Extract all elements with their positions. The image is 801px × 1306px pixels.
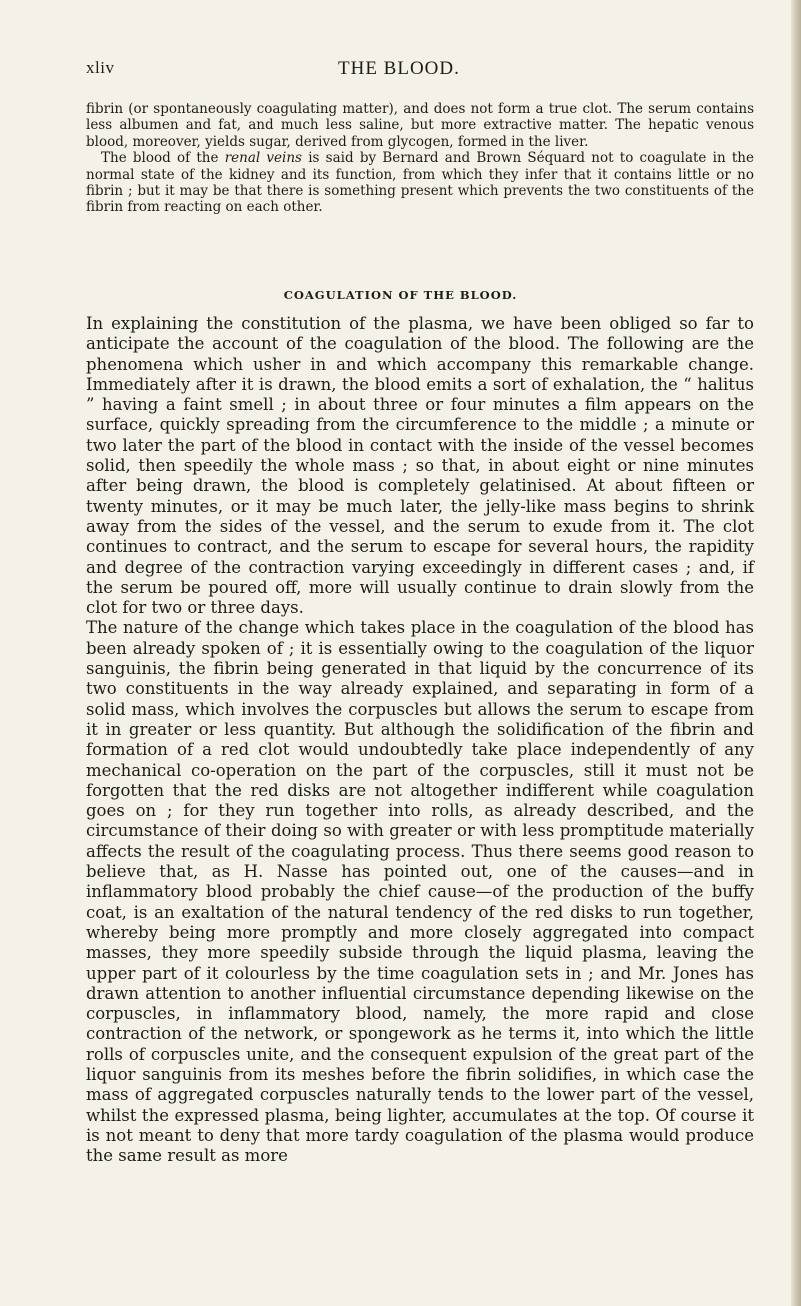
- section-paragraph-2: The nature of the change which takes place in the coagulation of the blood has been already spoken of ; it is essentially owing to the coagulation of the liquor sanguinis, the fibrin being generated in that liquid by the concurrence of its two constituents in the way already explained, and separating in form of a solid mass, which involves the corpuscles but allows the serum to escape from it in greater or less quantity. But although the solidification of the fibrin and formation of a red clot would undoubtedly take place independently of any mechanical co-operation on the part of the corpuscles, still it must not be forgotten that the red disks are not altogether indifferent while coagulation goes on ; for they run together into rolls, as already described, and the circumstance of their doing so with greater or with less promptitude materially affects the result of the coagulating process. Thus there seems good reason to believe that, as H. Nasse has pointed out, one of the causes—and in inflammatory blood probably the chief cause—of the production of the buffy coat, is an exaltation of the natural tendency of the red disks to run together, whereby being more promptly and more closely aggregated into compact masses, they more speedily subside through the liquid plasma, leaving the upper part of it colourless by the time coagulation sets in ; and Mr. Jones has drawn attention to another influential circumstance depending likewise on the corpuscles, in inflammatory blood, namely, the more rapid and close contraction of the network, or spongework as he terms it, into which the little rolls of corpuscles unite, and the consequent expulsion of the great part of the liquor sanguinis from its meshes before the fibrin solidifies, in which case the mass of aggregated corpuscles naturally tends to the lower part of the vessel, whilst the expressed plasma, being lighter, accumulates at the top. Of course it is not meant to deny that more tardy coagulation of the plasma would produce the same result as more: [86, 618, 754, 1166]
- running-title: THE BLOOD.: [338, 58, 460, 79]
- section-heading: COAGULATION OF THE BLOOD.: [283, 288, 518, 302]
- page-header: [86, 58, 746, 82]
- intro-paragraph-1: fibrin (or spontaneously coagulating matter), and does not form a true clot. The serum contains less albumen and fat, and much less saline, but more extractive matter. The hepatic venous blood, moreover, yields sugar, derived from glycogen, formed in the liver.: [86, 101, 754, 150]
- page-number: xliv: [86, 58, 115, 77]
- intro-text: [86, 101, 754, 216]
- renal-veins-italic: renal veins: [224, 150, 302, 167]
- page-edge: [791, 0, 801, 1306]
- section-body: [86, 314, 754, 1166]
- intro-p2-before: The blood of the: [101, 150, 225, 167]
- intro-paragraph-2: [86, 150, 754, 216]
- intro-p2-after: is said by Bernard and Brown Séquard not to coagulate in the normal state of the kidney and its function, from which they infer that it contains little or no fibrin ; but it may be that there is something present which prevents the two constituents of the fibrin from reacting on each other.: [86, 150, 754, 216]
- section-paragraph-1: In explaining the constitution of the plasma, we have been obliged so far to anticipate the account of the coagulation of the blood. The following are the phenomena which usher in and which accompany this remarkable change. Immediately after it is drawn, the blood emits a sort of exhalation, the “ halitus ” having a faint smell ; in about three or four minutes a film appears on the surface, quickly spreading from the circumference to the middle ; a minute or two later the part of the blood in contact with the inside of the vessel becomes solid, then speedily the whole mass ; so that, in about eight or nine minutes after being drawn, the blood is completely gelatinised. At about fifteen or twenty minutes, or it may be much later, the jelly-like mass begins to shrink away from the sides of the vessel, and the serum to exude from it. The clot continues to contract, and the serum to escape for several hours, the rapidity and degree of the contraction varying exceedingly in different cases ; and, if the serum be poured off, more will usually continue to drain slowly from the clot for two or three days.: [86, 314, 754, 618]
